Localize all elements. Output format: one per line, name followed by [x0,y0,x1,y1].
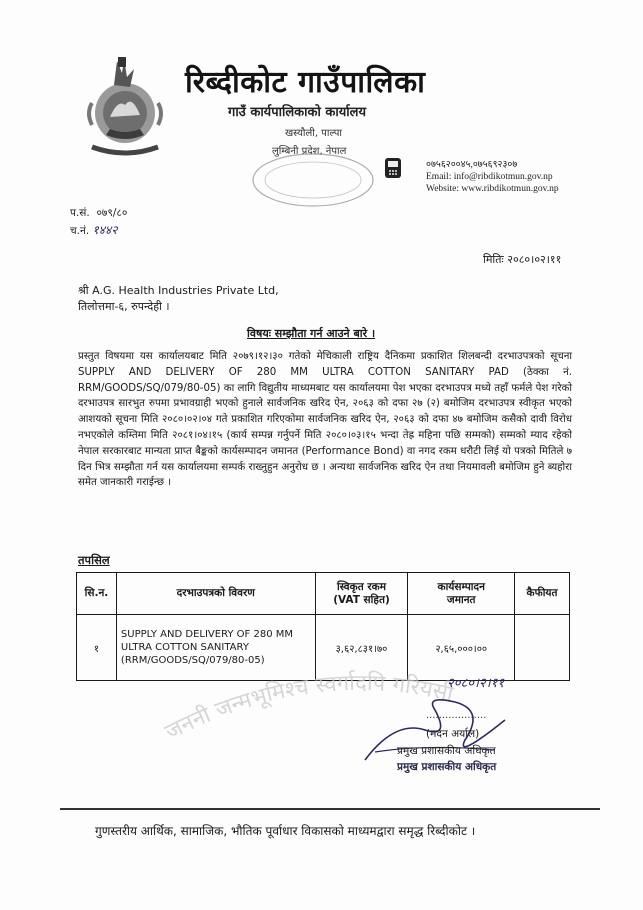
cell-amount: ३,६२,८३१।७० [315,615,408,681]
header-sn: सि.न. [77,573,117,615]
website-address: Website: www.ribdikotmun.gov.np [426,184,559,194]
header-remarks: कैफीयत [515,573,570,615]
contact-block [426,159,559,195]
cell-performance-bond: २,६५,०००।०० [408,615,515,681]
recipient-address: तिलोत्तमा-६, रुपन्देही । [78,300,170,313]
letter-date: मितिः २०८०।०२।११ [483,253,562,266]
reference-numbers [70,205,127,240]
office-stamp-icon [248,150,378,210]
office-province: लुम्बिनी प्रदेश, नेपाल [272,146,347,157]
signatory-stamp: प्रमुख प्रशासकीय अधिकृत [397,761,497,773]
cell-description: SUPPLY AND DELIVERY OF 280 MM ULTRA COTTON SANITARY (RRM/GOODS/SQ/079/80-05) [116,615,315,681]
signature-date: २०८०।२।११ [447,676,505,691]
letter-subject: विषयः सम्झौता गर्न आउने बारे । [247,327,376,340]
signature-line: ................... [426,710,487,721]
footer-motto: गुणस्तरीय आर्थिक, सामाजिक, भौतिक पूर्वाधार विकासको माध्यमद्वारा समृद्ध रिब्दीकोट । [95,824,476,838]
chalani-label: च.नं. [70,225,90,237]
tender-table [76,572,570,681]
footer-divider [60,808,600,810]
recipient-name: श्री A.G. Health Industries Private Ltd, [78,284,279,297]
letter-body: प्रस्तुत विषयमा यस कार्यालयबाट मिति २०७९।१२।३० गतेको मेचिकाली राष्ट्रिय दैनिकमा प्रकाशित शिलबन्दी दरभाउपत्रको सूचना SUPPLY AND DELIVERY OF 280 MM ULTRA COTTON SANITARY PAD (ठेक्का नं. RRM/GOODS/SQ/079/80-05) का लागि विद्युतीय माध्यमबाट यस कार्यालयमा पेश भएका दरभाउपत्र मध्ये तहाँ फर्मले पेश गरेको दरभाउपत्र सारभुत रुपमा प्रभावग्राही भएको हुनाले सार्वजनिक खरिद ऐन, २०६३ को दफा २७ (२) बमोजिम दरभाउपत्र स्वीकृत भएको आशयको सूचना मिति २०८०।०२।०४ गते प्रकाशित गरिएकोमा सार्वजनिक खरिद ऐन, २०६३ को दफा ४७ बमोजिम कसैको दावी विरोध नभएकोले कम्तिमा मिति २०८१।०४।१५ (कार्य सम्पन्न गर्नुपर्ने मिति २०८०।०३।१५ भन्दा तेह्र महिना पछि सम्मको) सम्मको म्याद रहेको नेपाल सरकारबाट मान्यता प्राप्त बैङ्कको कार्यसम्पादन जमानत (Performance Bond) वा नगद रकम धरौटी लिई यो पत्रको मितिले ७ दिन भित्र सम्झौता गर्न यस कार्यालयमा सम्पर्क राख्नुहुन अनुरोध छ । अन्यथा सार्वजनिक खरिद ऐन तथा नियमावली बमोजिम हुने ब्यहोरा समेत जानकारी गराईन्छ । [78,351,572,489]
office-address: खस्यौली, पाल्पा [285,128,343,139]
details-heading: तपसिल [78,553,110,567]
header-performance-bond: कार्यसम्पादन जमानत [408,573,515,615]
patra-value: ०७९/८० [96,207,128,219]
nepal-emblem-icon [78,55,172,167]
recipient-block [78,283,279,315]
office-subtitle: गाउँ कार्यपालिकाको कार्यालय [228,105,366,120]
signatory-title: प्रमुख प्रशासकीय अधिकृत [397,745,496,757]
header-description: दरभाउपत्रको विवरण [116,573,315,615]
table-header-row [77,573,570,615]
phone-numbers: ०७५६२००४५,०७५६९२३०७ [426,160,518,170]
office-title: रिब्दीकोट गाउँपालिका [185,65,426,100]
phone-icon [384,157,402,179]
cell-sn: १ [77,615,117,681]
header-amount: स्विकृत रकम (VAT सहित) [315,573,408,615]
signatory-name: (मदन अर्याल) [426,728,480,740]
table-row [77,615,570,681]
patra-label: प.सं. [70,207,90,219]
chalani-value: १४४२ [92,223,118,237]
watermark-text: जननी जन्मभूमिश्च स्वर्गादपि गरियसी [161,670,456,746]
email-address: Email: info@ribdikotmun.gov.np [426,172,553,182]
cell-remarks [515,615,570,681]
